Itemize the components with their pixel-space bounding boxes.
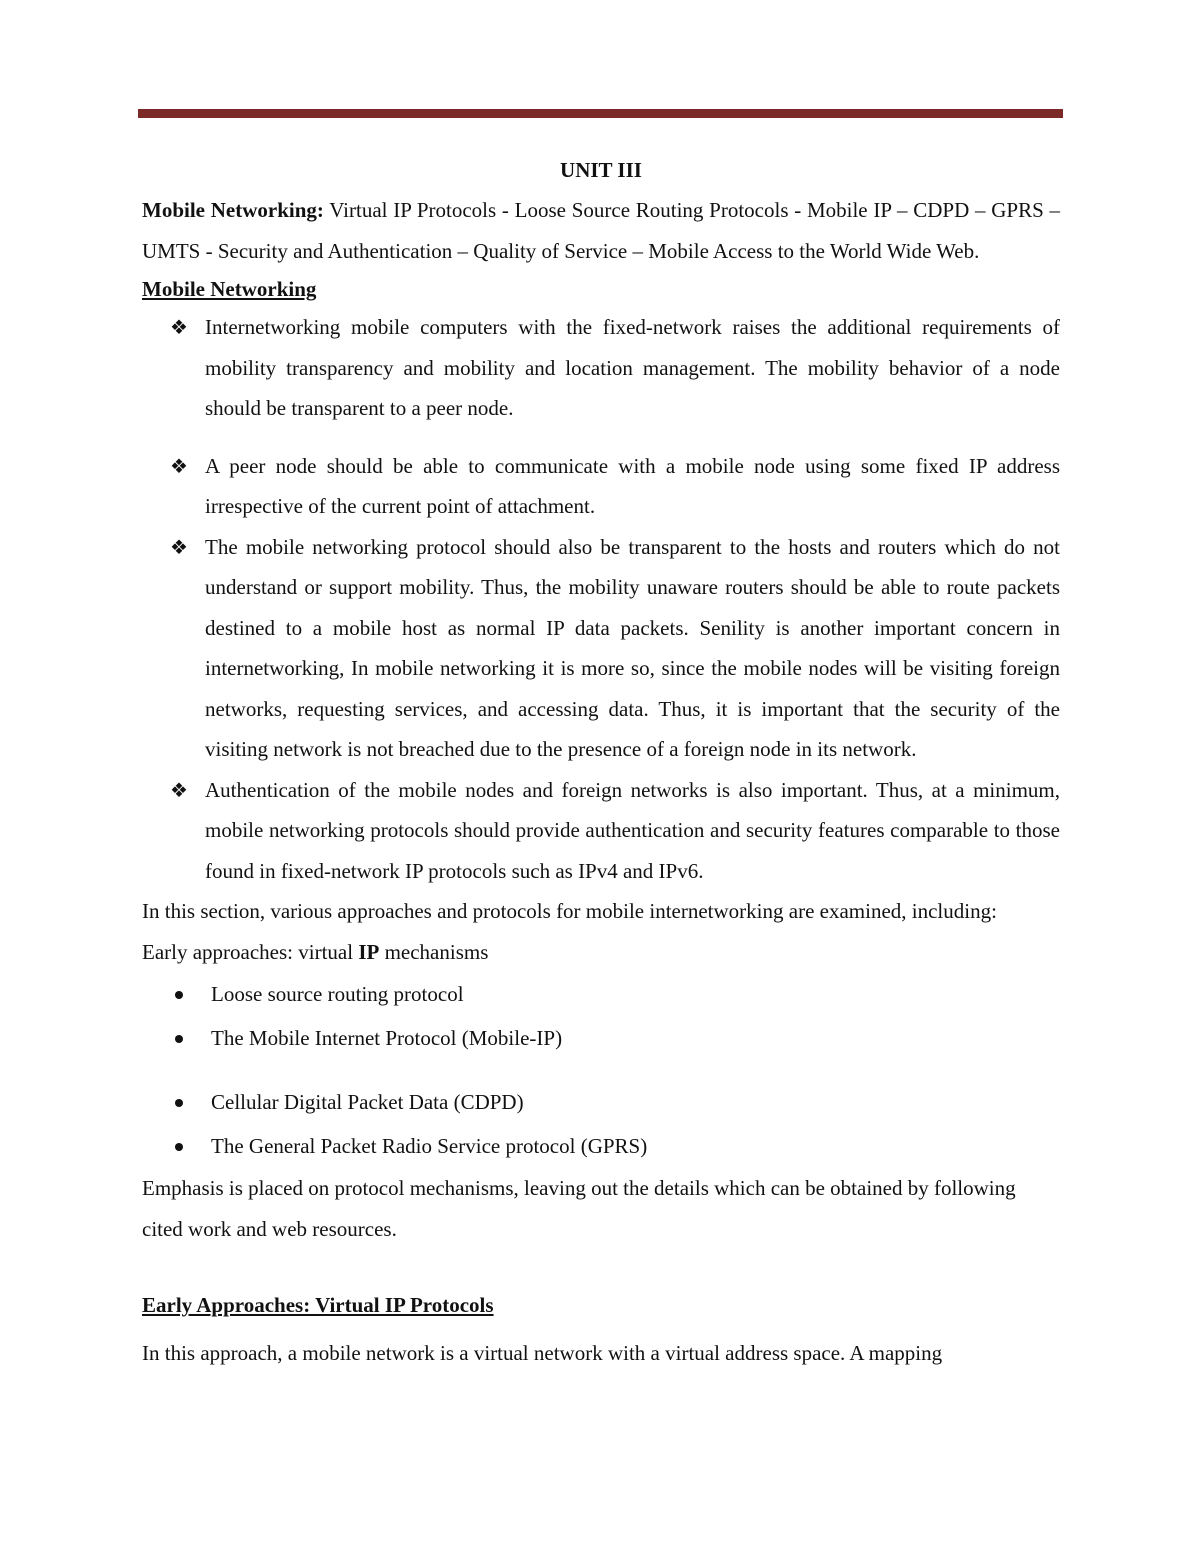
early-approaches-prefix: Early approaches: virtual [142, 939, 359, 964]
list-item [142, 1080, 1060, 1124]
section-intro: In this section, various approaches and protocols for mobile internetworking are examined, including: [142, 899, 997, 923]
list-item [142, 527, 1060, 770]
emphasis-paragraph: Emphasis is placed on protocol mechanisms, leaving out the details which can be obtained by following cited work and web resources. [142, 1176, 1016, 1241]
syllabus-text: Virtual IP Protocols - Loose Source Routing Protocols - Mobile IP – CDPD – GPRS – UMTS - Security and Authentication – Quality of Service – Mobile Access to the World Wide Web. [142, 198, 1060, 263]
syllabus-paragraph [142, 190, 1060, 271]
list-item-text: Cellular Digital Packet Data (CDPD) [211, 1090, 524, 1114]
mobile-networking-heading: Mobile Networking [142, 277, 317, 301]
list-item-text: Authentication of the mobile nodes and foreign networks is also important. Thus, at a minimum, mobile networking protocols should provide authentication and security features comparable to those found in fixed-network IP protocols such as IPv4 and IPv6. [205, 777, 1060, 883]
diamond-bullet-icon: ❖ [170, 453, 188, 478]
diamond-bullet-icon: ❖ [170, 534, 188, 559]
dot-bullet-icon [175, 1143, 183, 1151]
list-item-text: The mobile networking protocol should also be transparent to the hosts and routers which do not understand or support mobility. Thus, the mobility unaware routers should be able to route packets destined to a mobile host as normal IP data packets. Senility is another important concern in internetworking, In mobile networking it is more so, since the mobile nodes will be visiting foreign networks, requesting services, and accessing data. Thus, it is important that the security of the visiting network is not breached due to the presence of a foreign node in its network. [205, 534, 1060, 761]
protocols-list [142, 972, 1060, 1168]
list-item-text: The General Packet Radio Service protocol (GPRS) [211, 1134, 648, 1158]
list-item [142, 972, 1060, 1016]
list-item-text: Loose source routing protocol [211, 982, 464, 1006]
document-body [142, 150, 1060, 1374]
list-item [142, 1016, 1060, 1060]
list-item-text: Internetworking mobile computers with the fixed-network raises the additional requirements of mobility transparency and mobility and location management. The mobility behavior of a node should be transparent to a peer node. [205, 315, 1060, 420]
syllabus-label: Mobile Networking: [142, 198, 324, 222]
diamond-bullet-icon: ❖ [170, 777, 188, 802]
diamond-bullet-icon: ❖ [170, 315, 188, 339]
dot-bullet-icon [175, 1035, 183, 1043]
virtual-ip-paragraph: In this approach, a mobile network is a virtual network with a virtual address space. A mapping [142, 1341, 943, 1365]
list-item-text: A peer node should be able to communicate with a mobile node using some fixed IP address irrespective of the current point of attachment. [205, 453, 1060, 518]
header-rule [138, 109, 1063, 118]
virtual-ip-heading: Early Approaches: Virtual IP Protocols [142, 1293, 494, 1317]
list-item [142, 1124, 1060, 1168]
early-approaches-suffix: mechanisms [379, 939, 489, 964]
list-item [142, 446, 1060, 527]
early-approaches-ip: IP [358, 939, 380, 964]
early-approaches-line [142, 932, 1060, 973]
list-item [142, 770, 1060, 892]
requirements-list [142, 307, 1060, 891]
dot-bullet-icon [175, 991, 183, 999]
dot-bullet-icon [175, 1099, 183, 1107]
list-item [142, 307, 1060, 429]
list-item-text: The Mobile Internet Protocol (Mobile-IP) [211, 1026, 563, 1050]
unit-title: UNIT III [560, 158, 642, 182]
